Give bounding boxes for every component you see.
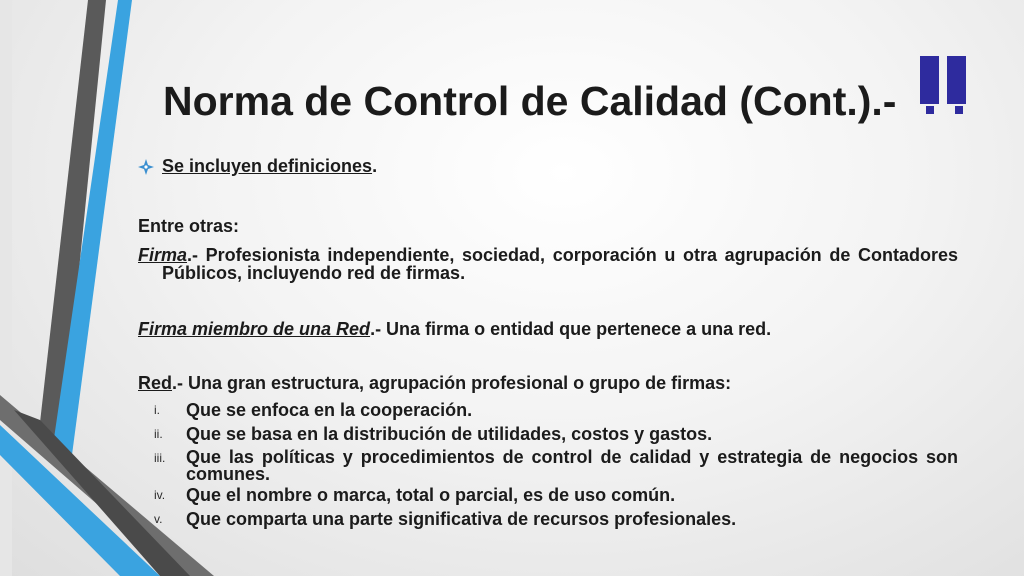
bullet-suffix: . xyxy=(372,156,378,176)
definition-text: .- Profesionista independiente, sociedad, corporación u otra agrupación de Contadores Públicos, incluyendo red de firmas. xyxy=(162,245,958,283)
definition-text: .- Una gran estructura, agrupación profesional o grupo de firmas: xyxy=(172,373,732,393)
list-item xyxy=(138,422,958,446)
definition-term: Red xyxy=(138,373,173,393)
definition-term: Firma miembro de una Red xyxy=(138,319,371,339)
list-item-text: Que se basa en la distribución de utilidades, costos y gastos. xyxy=(186,424,713,444)
bullet-line xyxy=(138,156,958,177)
page-title: Norma de Control de Calidad (Cont.).- xyxy=(163,78,897,124)
bullet-text: Se incluyen definiciones xyxy=(162,156,373,176)
intro-text: Entre otras: xyxy=(138,216,240,236)
red-characteristics-list xyxy=(138,398,958,531)
list-item xyxy=(138,483,958,507)
list-item-text: Que se enfoca en la cooperación. xyxy=(186,400,473,420)
list-item-number: iii. xyxy=(154,451,166,465)
definition-firma-miembro xyxy=(138,319,958,340)
definition-term: Firma xyxy=(138,245,188,265)
list-item xyxy=(138,507,958,531)
list-item-text: Que el nombre o marca, total o parcial, es de uso común. xyxy=(186,485,676,505)
list-item-text: Que las políticas y procedimientos de control de calidad y estrategia de negocios son comunes. xyxy=(186,447,958,484)
list-item-number: i. xyxy=(154,403,160,417)
list-item xyxy=(138,446,958,483)
list-item-number: iv. xyxy=(154,488,166,502)
definition-firma xyxy=(138,246,958,282)
diamond-bullet-icon xyxy=(138,159,154,175)
list-item-text: Que comparta una parte significativa de recursos profesionales. xyxy=(186,509,737,529)
list-item-number: ii. xyxy=(154,427,163,441)
slide-content xyxy=(138,156,958,531)
logo-icon xyxy=(918,56,970,118)
definition-text: .- Una firma o entidad que pertenece a una red. xyxy=(370,319,772,339)
definition-red xyxy=(138,373,958,394)
list-item-number: v. xyxy=(154,512,163,526)
list-item xyxy=(138,398,958,422)
